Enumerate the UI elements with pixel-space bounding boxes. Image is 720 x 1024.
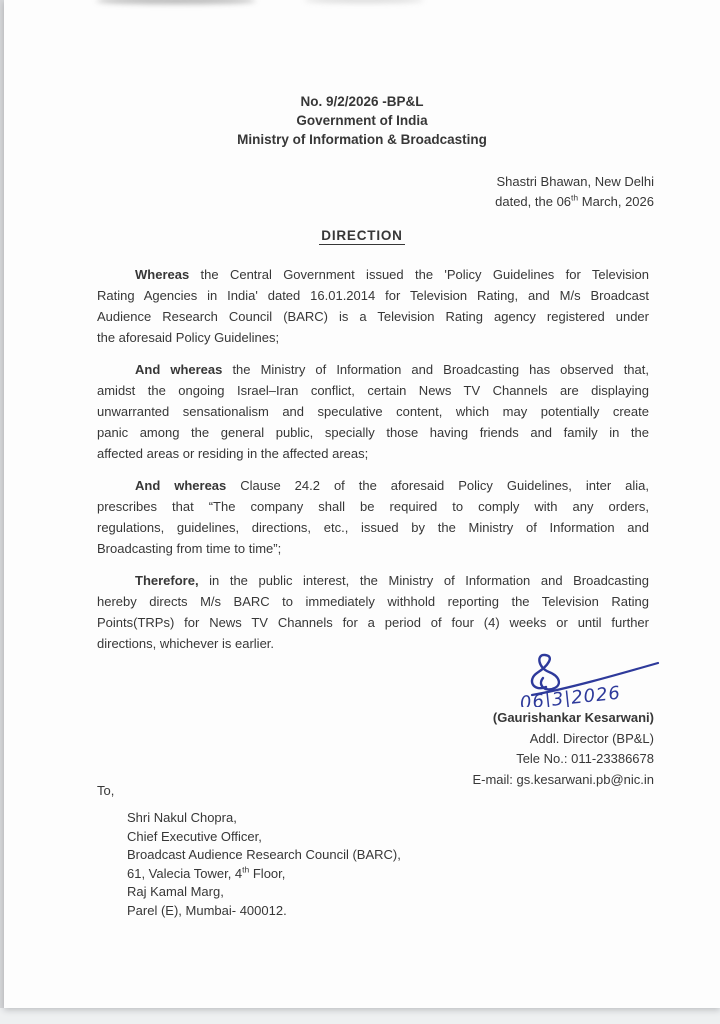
letter-header bbox=[4, 92, 720, 149]
text-line: Rating Agencies in India' dated 16.01.2014 for Television Rating, and M/s Broadcast bbox=[97, 288, 649, 303]
paragraph-lead: Whereas bbox=[135, 267, 190, 282]
signatory-designation: Addl. Director (BP&L) bbox=[529, 730, 654, 746]
paragraph-therefore bbox=[97, 570, 649, 654]
signatory-email: E-mail: gs.kesarwani.pb@nic.in bbox=[472, 771, 654, 787]
text-line: hereby directs M/s BARC to immediately withhold reporting the Television Rating bbox=[97, 594, 649, 609]
paragraph-whereas-3 bbox=[97, 475, 649, 559]
date-ordinal: th bbox=[571, 192, 579, 203]
signatory-phone: Tele No.: 011-23386678 bbox=[516, 751, 654, 766]
recipient-org: Broadcast Audience Research Council (BARC), bbox=[127, 847, 401, 862]
heading-row bbox=[4, 227, 720, 245]
paragraph-lead: Therefore, bbox=[135, 573, 199, 588]
document-page bbox=[4, 0, 720, 1008]
paragraph-lead: And whereas bbox=[135, 362, 223, 377]
text-line: panic among the general public, specially those having friends and family in the bbox=[97, 425, 649, 440]
letter-body bbox=[97, 264, 649, 665]
text-line: affected areas or residing in the affected areas; bbox=[97, 446, 369, 461]
signatory-name: (Gaurishankar Kesarwani) bbox=[492, 710, 654, 725]
text-line: And whereas Clause 24.2 of the aforesaid Policy Guidelines, inter alia, bbox=[135, 478, 649, 493]
handwritten-signature bbox=[512, 643, 664, 707]
paragraph-whereas-1 bbox=[97, 264, 649, 348]
signatory-block bbox=[472, 708, 654, 790]
recipient-title: Chief Executive Officer, bbox=[127, 828, 262, 844]
text-line: prescribes that “The company shall be required to comply with any orders, bbox=[97, 499, 649, 514]
text-line: amidst the ongoing Israel–Iran conflict, certain News TV Channels are displaying bbox=[97, 383, 649, 398]
signature-ink bbox=[512, 643, 664, 707]
paragraph-whereas-2 bbox=[97, 359, 649, 464]
place-date-block bbox=[495, 172, 654, 212]
recipient-name: Shri Nakul Chopra, bbox=[127, 810, 237, 825]
government-line: Government of India bbox=[296, 113, 428, 128]
ministry-line: Ministry of Information & Broadcasting bbox=[237, 132, 487, 147]
paragraph-lead: And whereas bbox=[135, 478, 227, 493]
to-label: To, bbox=[97, 783, 115, 798]
text-line: Points(TRPs) for News TV Channels for a period of four (4) weeks or until further bbox=[97, 615, 649, 630]
text-line: Broadcasting from time to time”; bbox=[97, 541, 282, 556]
text-line: And whereas the Ministry of Information and Broadcasting has observed that, bbox=[135, 362, 649, 377]
signature-date: 06|3|2026 bbox=[519, 682, 622, 707]
recipient-street: 61, Valecia Tower, 4th Floor, bbox=[127, 864, 286, 881]
scan-smudge bbox=[96, 0, 256, 4]
text-line: unwarranted sensationalism and speculative content, which may potentially create bbox=[97, 404, 649, 419]
signature-scribble bbox=[532, 655, 559, 689]
text-line: Whereas the Central Government issued the 'Policy Guidelines for Television bbox=[135, 267, 649, 282]
recipient-road: Raj Kamal Marg, bbox=[127, 884, 224, 899]
text-line: Audience Research Council (BARC) is a Television Rating agency registered under bbox=[97, 309, 649, 324]
place-line: Shastri Bhawan, New Delhi bbox=[496, 174, 654, 189]
text-line: the aforesaid Policy Guidelines; bbox=[97, 330, 280, 345]
floor-ordinal: th bbox=[242, 864, 250, 875]
recipient-address bbox=[127, 809, 401, 920]
date-line: dated, the 06th March, 2026 bbox=[495, 192, 654, 209]
direction-heading: DIRECTION bbox=[321, 228, 403, 243]
recipient-city: Parel (E), Mumbai- 400012. bbox=[127, 902, 287, 918]
text-line: directions, whichever is earlier. bbox=[97, 636, 275, 651]
text-line: Therefore, in the public interest, the Ministry of Information and Broadcasting bbox=[135, 573, 649, 588]
reference-number: No. 9/2/2026 -BP&L bbox=[300, 94, 424, 109]
scan-smudge bbox=[304, 0, 424, 3]
text-line: regulations, guidelines, directions, etc., issued by the Ministry of Information and bbox=[97, 520, 649, 535]
